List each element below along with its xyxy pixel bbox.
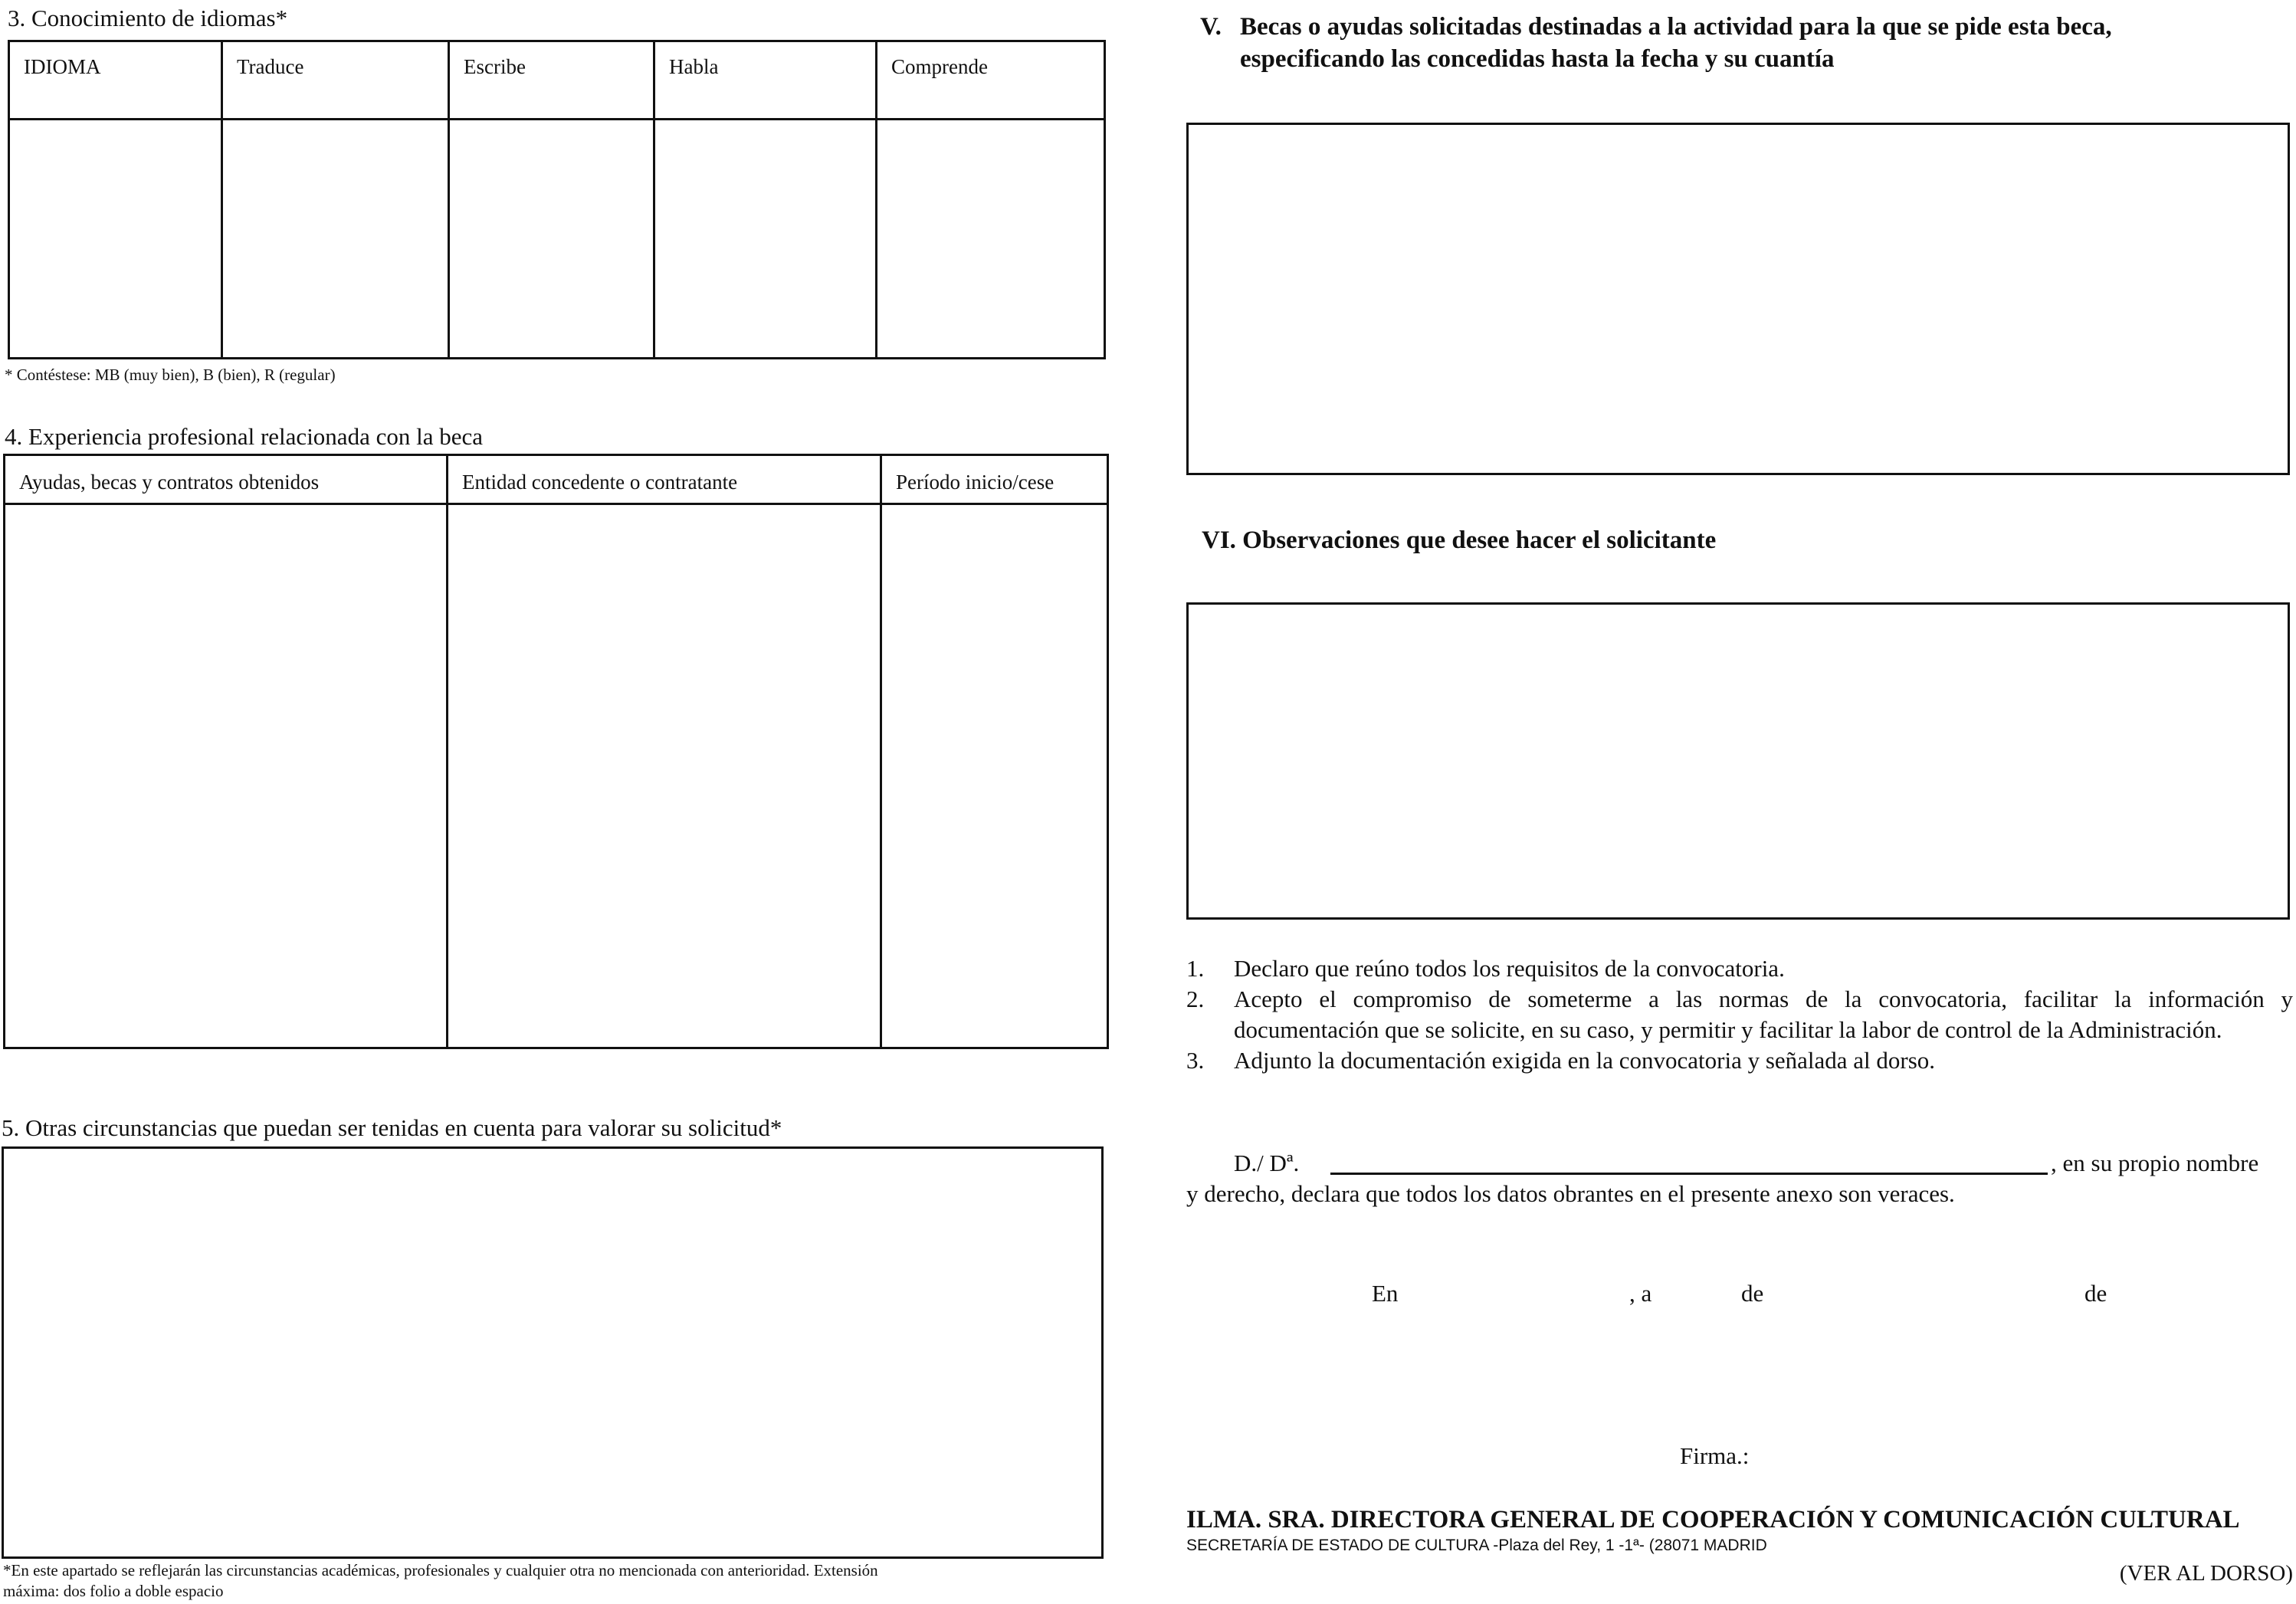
grants-requested-box[interactable] xyxy=(1186,123,2290,475)
section-v-title-line2: especificando las concedidas hasta la fecha y su cuantía xyxy=(1240,45,1835,73)
experience-header-row xyxy=(5,455,1108,504)
section-vi-title: VI. Observaciones que desee hacer el solicitante xyxy=(1202,526,1717,554)
languages-col-comprende: Comprende xyxy=(877,41,1105,120)
section-v-title-line1: Becas o ayudas solicitadas destinadas a la actividad para la que se pide esta beca, xyxy=(1240,13,2112,41)
experience-cell-periodo[interactable] xyxy=(881,504,1108,1048)
languages-cell-comprende[interactable] xyxy=(877,120,1105,359)
section-4-title: 4. Experiencia profesional relacionada con la beca xyxy=(5,423,483,450)
statement-prefix: D./ Dª. xyxy=(1234,1150,1300,1176)
section-3-title: 3. Conocimiento de idiomas* xyxy=(8,5,288,31)
languages-col-escribe: Escribe xyxy=(449,41,654,120)
other-circumstances-box[interactable] xyxy=(2,1146,1104,1559)
languages-table xyxy=(8,40,1106,359)
experience-col-periodo: Período inicio/cese xyxy=(881,455,1108,504)
statement-suffix: , en su propio nombre xyxy=(2051,1150,2259,1176)
languages-cell-escribe[interactable] xyxy=(449,120,654,359)
section-5-footnote-line2: máxima: dos folio a doble espacio xyxy=(3,1582,224,1600)
observations-box[interactable] xyxy=(1186,602,2290,920)
languages-cell-traduce[interactable] xyxy=(222,120,449,359)
languages-cell-habla[interactable] xyxy=(654,120,877,359)
languages-col-habla: Habla xyxy=(654,41,877,120)
experience-cell-ayudas[interactable] xyxy=(5,504,448,1048)
date-a-label: , a xyxy=(1629,1280,1652,1307)
declaration-item: 2. Acepto el compromiso de someterme a las normas de la convocatoria, facilitar la información y documentación que se solicite, en su caso, y permitir y facilitar la labor de control de la Administración. xyxy=(1186,986,2293,1043)
section-3-footnote: * Contéstese: MB (muy bien), B (bien), R (regular) xyxy=(5,366,336,384)
experience-col-entidad: Entidad concedente o contratante xyxy=(448,455,881,504)
experience-table xyxy=(3,454,1109,1049)
declaration-item: 3. Adjunto la documentación exigida en la convocatoria y señalada al dorso. xyxy=(1186,1047,1936,1074)
languages-entry-row xyxy=(9,120,1105,359)
date-de-label-1: de xyxy=(1741,1280,1764,1307)
section-5-footnote xyxy=(3,1560,1114,1602)
addressee-title: ILMA. SRA. DIRECTORA GENERAL DE COOPERACIÓN Y COMUNICACIÓN CULTURAL xyxy=(1186,1506,2240,1533)
section-5-title: 5. Otras circunstancias que puedan ser tenidas en cuenta para valorar su solicitud* xyxy=(2,1114,782,1141)
experience-entry-row xyxy=(5,504,1108,1048)
experience-col-ayudas: Ayudas, becas y contratos obtenidos xyxy=(5,455,448,504)
applicant-name-line[interactable] xyxy=(1330,1173,2048,1175)
place-label: En xyxy=(1372,1280,1399,1307)
experience-cell-entidad[interactable] xyxy=(448,504,881,1048)
languages-col-traduce: Traduce xyxy=(222,41,449,120)
languages-cell-idioma[interactable] xyxy=(9,120,222,359)
declaration-item: 1. Declaro que reúno todos los requisitos de la convocatoria. xyxy=(1186,955,1785,982)
addressee-address: SECRETARÍA DE ESTADO DE CULTURA -Plaza del Rey, 1 -1ª- (28071 MADRID xyxy=(1186,1537,1767,1554)
declarations-list xyxy=(1186,953,2293,1076)
languages-header-row xyxy=(9,41,1105,120)
section-v-numeral: V. xyxy=(1200,13,1222,41)
languages-col-idioma: IDIOMA xyxy=(9,41,222,120)
signature-label: Firma.: xyxy=(1680,1442,1750,1469)
see-back-note: (VER AL DORSO) xyxy=(2119,1561,2293,1586)
section-5-footnote-line1: *En este apartado se reflejarán las circunstancias académicas, profesionales y cualquier otra no mencionada con anterioridad. Extensión xyxy=(3,1561,878,1579)
statement-line2: y derecho, declara que todos los datos obrantes en el presente anexo son veraces. xyxy=(1186,1180,1955,1207)
section-v-title xyxy=(1240,11,2112,75)
date-de-label-2: de xyxy=(2084,1280,2107,1307)
